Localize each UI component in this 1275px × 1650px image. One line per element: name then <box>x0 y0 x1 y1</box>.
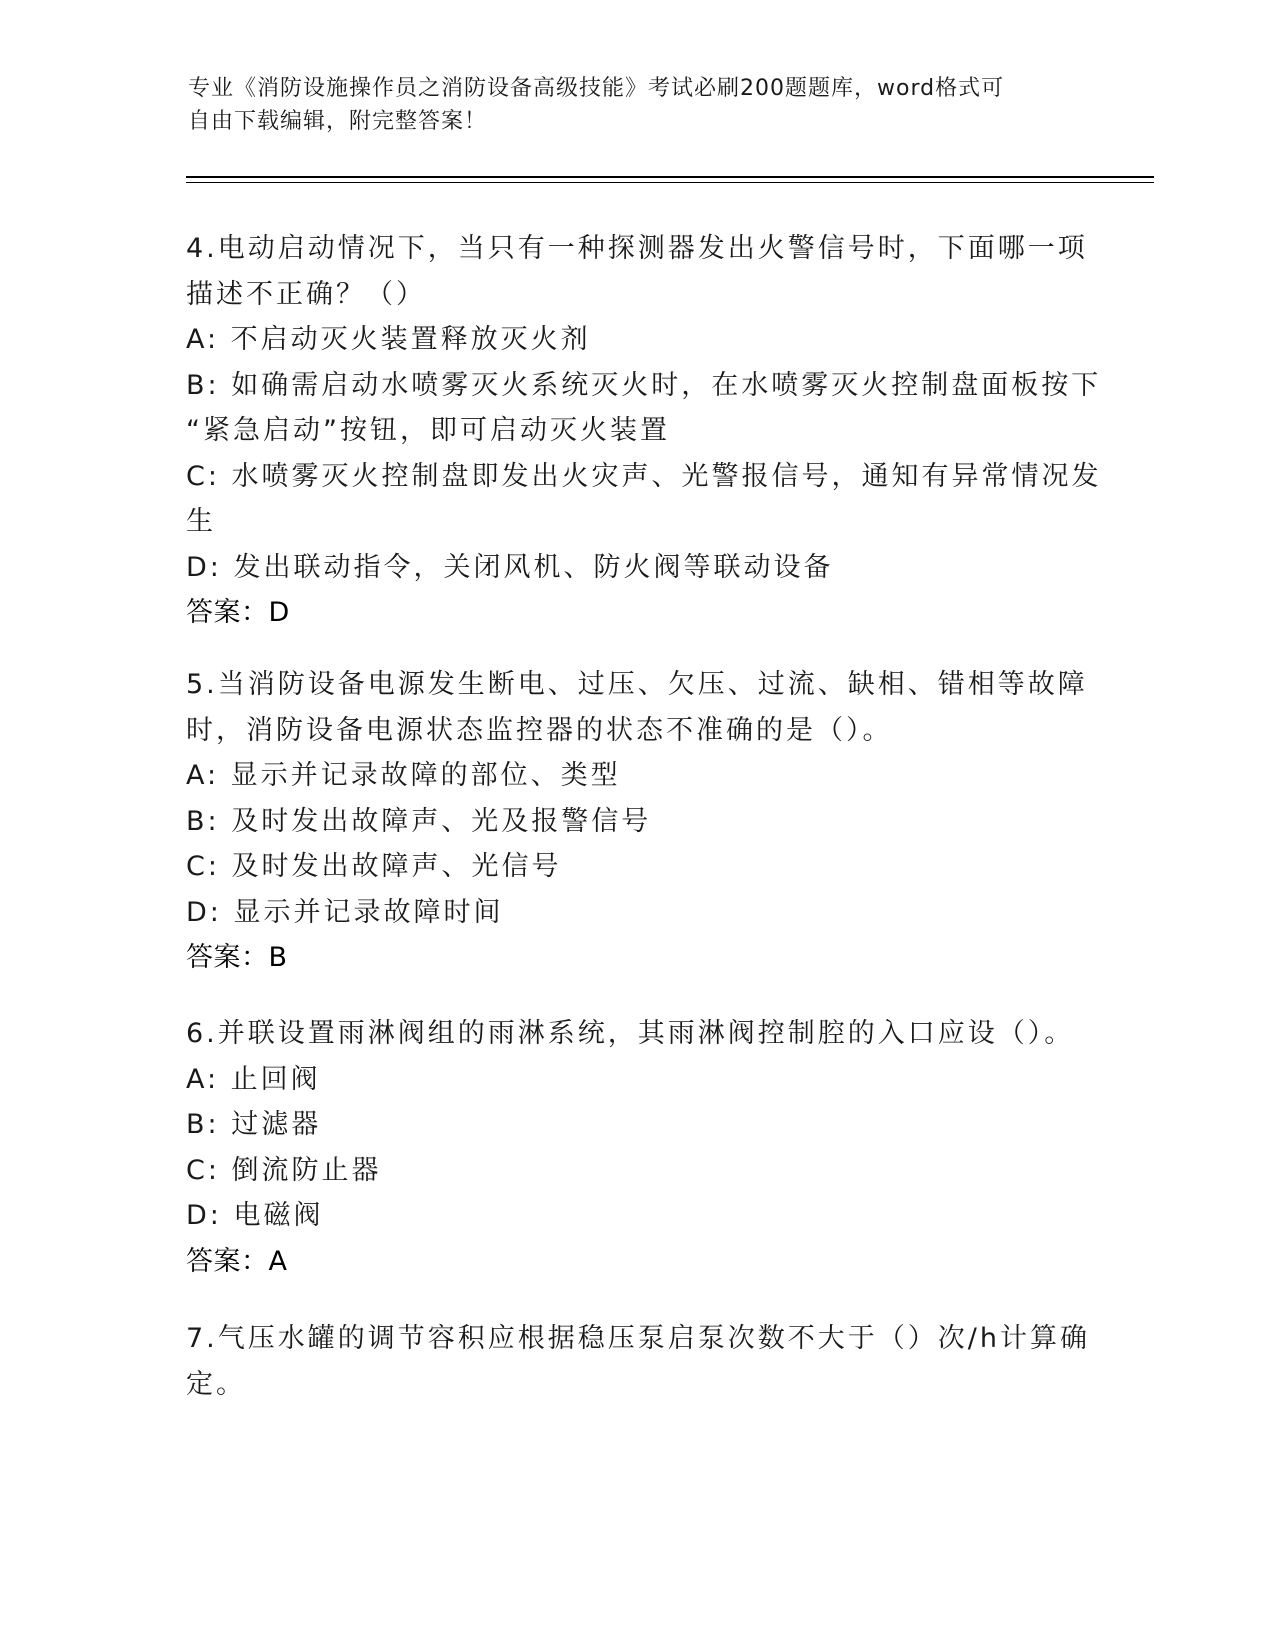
document-header <box>188 72 1068 138</box>
option-d: D: 电磁阀 <box>186 1200 324 1231</box>
question-stem-line: 5.当消防设备电源发生断电、过压、欠压、过流、缺相、错相等故障 <box>186 669 1088 700</box>
option-a: A: 止回阀 <box>186 1063 321 1095</box>
question-7 <box>186 1316 1090 1407</box>
option-b: B: 过滤器 <box>186 1109 322 1140</box>
option-b: B: 如确需启动水喷雾灭火系统灭火时，在水喷雾灭火控制盘面板按下 <box>186 369 1102 401</box>
question-5 <box>186 662 1086 981</box>
question-4 <box>186 226 1102 636</box>
option-c: C: 水喷雾灭火控制盘即发出火灾声、光警报信号，通知有异常情况发 <box>186 460 1102 492</box>
question-stem-line: 4.电动启动情况下，当只有一种探测器发出火警信号时，下面哪一项 <box>186 233 1088 264</box>
option-c: C: 倒流防止器 <box>186 1154 382 1186</box>
question-stem-line: 7.气压水罐的调节容积应根据稳压泵启泵次数不大于（）次/h计算确 <box>186 1323 1090 1354</box>
option-d: D: 发出联动指令，关闭风机、防火阀等联动设备 <box>186 551 834 583</box>
header-rule-thick <box>186 176 1154 178</box>
option-b-cont: “紧急启动”按钮，即可启动灭火装置 <box>186 415 670 446</box>
answer-label: 答案：A <box>186 1245 288 1277</box>
option-c-cont: 生 <box>186 506 216 537</box>
option-a: A: 不启动灭火装置释放灭火剂 <box>186 324 591 355</box>
question-stem-line: 定。 <box>186 1368 246 1400</box>
header-rule-thin <box>186 182 1154 183</box>
header-line-1: 专业《消防设施操作员之消防设备高级技能》考试必刷200题题库，word格式可 <box>188 76 1005 101</box>
question-6 <box>186 1011 1086 1284</box>
answer-label: 答案：D <box>186 597 290 628</box>
question-stem-line: 时，消防设备电源状态监控器的状态不准确的是（）。 <box>186 714 893 746</box>
question-stem-line: 6.并联设置雨淋阀组的雨淋系统，其雨淋阀控制腔的入口应设（）。 <box>186 1018 1075 1049</box>
question-stem-line: 描述不正确？（） <box>186 278 426 310</box>
option-a: A: 显示并记录故障的部位、类型 <box>186 760 621 791</box>
option-b: B: 及时发出故障声、光及报警信号 <box>186 805 652 837</box>
option-c: C: 及时发出故障声、光信号 <box>186 851 562 882</box>
header-line-2: 自由下载编辑，附完整答案！ <box>188 109 488 134</box>
option-d: D: 显示并记录故障时间 <box>186 896 504 928</box>
answer-label: 答案：B <box>186 942 288 973</box>
